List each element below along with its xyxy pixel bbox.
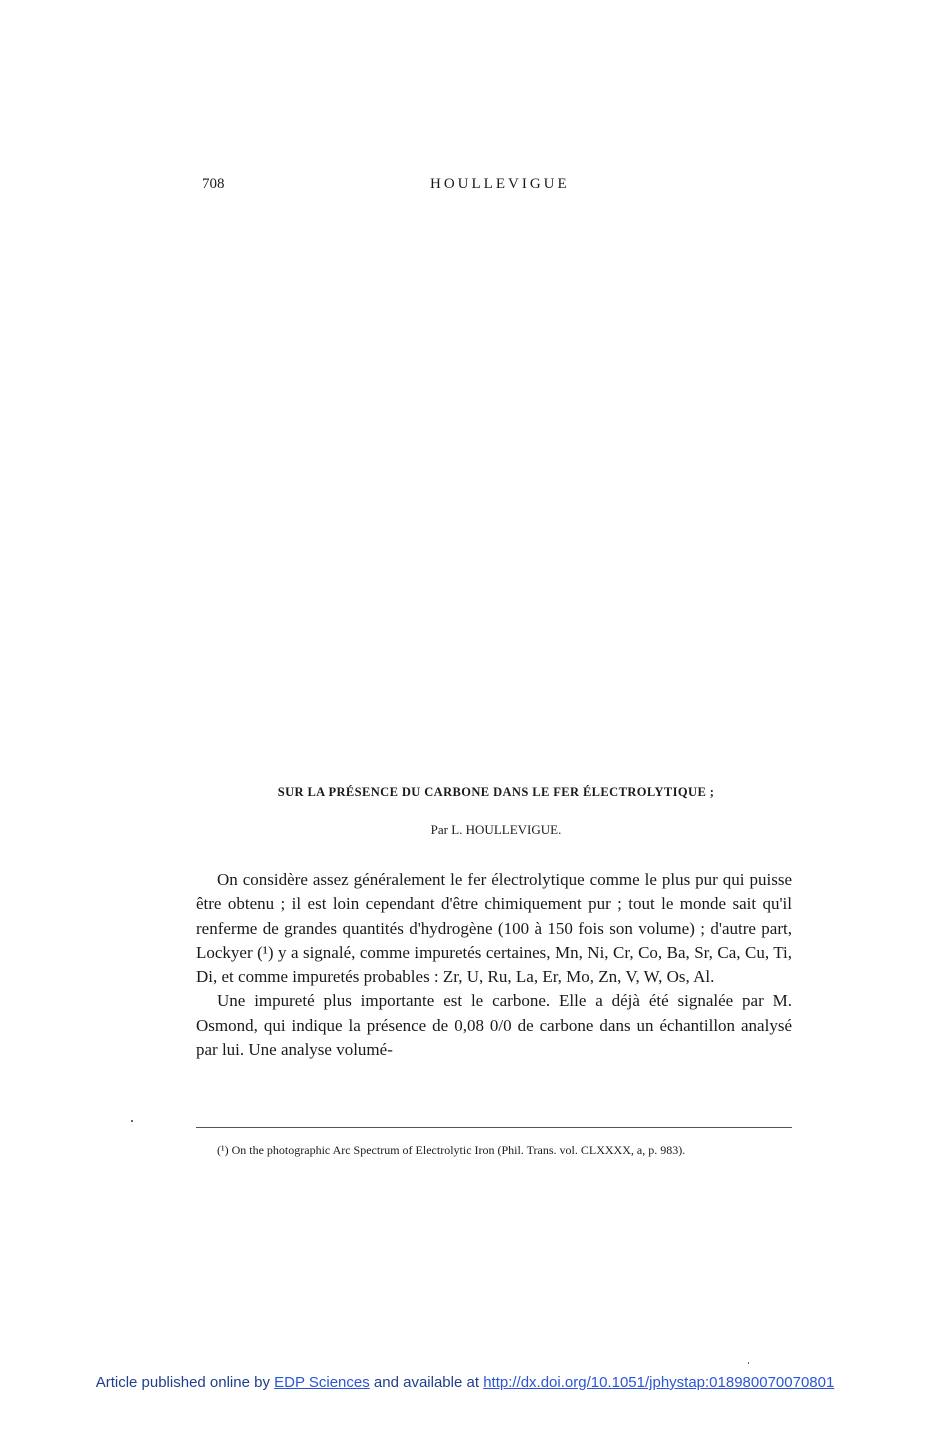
- footer-prefix: Article published online by: [95, 1374, 270, 1391]
- footnote: [196, 1142, 792, 1158]
- edp-sciences-link[interactable]: EDP Sciences: [274, 1374, 370, 1391]
- body-paragraph: On considère assez généralement le fer électrolytique comme le plus pur qui puisse être obtenu ; il est loin cependant d'être chimiquement pur ; tout le monde sait qu'il renferme de grandes quantités d'hydrogène (100 à 150 fois son volume) ; d'autre part, Lockyer (¹) y a signalé, comme impuretés certaines, Mn, Ni, Cr, Co, Ba, Sr, Ca, Cu, Ti, Di, et comme impuretés probables : Zr, U, Ru, La, Er, Mo, Zn, V, W, Os, Al.: [196, 870, 792, 987]
- byline: Par L. HOULLEVIGUE.: [430, 822, 562, 837]
- running-head: HOULLEVIGUE: [430, 176, 570, 192]
- page-number: 708: [202, 176, 225, 192]
- footnote-divider: [196, 1127, 792, 1128]
- speck-mark: [748, 1362, 749, 1364]
- footnote-text: (¹) On the photographic Arc Spectrum of Electrolytic Iron (Phil. Trans. vol. CLXXXX, a, p. 983).: [217, 1143, 686, 1157]
- doi-link[interactable]: http://dx.doi.org/10.1051/jphystap:018980070070801: [483, 1374, 835, 1391]
- publication-footer: [0, 1374, 930, 1391]
- speck-mark: [131, 1120, 133, 1122]
- footer-middle: and available at: [373, 1374, 480, 1391]
- body-paragraph: Une impureté plus importante est le carbone. Elle a déjà été signalée par M. Osmond, qui indique la présence de 0,08 0/0 de carbone dans un échantillon analysé par lui. Une analyse volumé-: [196, 991, 792, 1060]
- article-title: SUR LA PRÉSENCE DU CARBONE DANS LE FER ÉLECTROLYTIQUE ;: [277, 785, 715, 799]
- article-body: [196, 868, 792, 1062]
